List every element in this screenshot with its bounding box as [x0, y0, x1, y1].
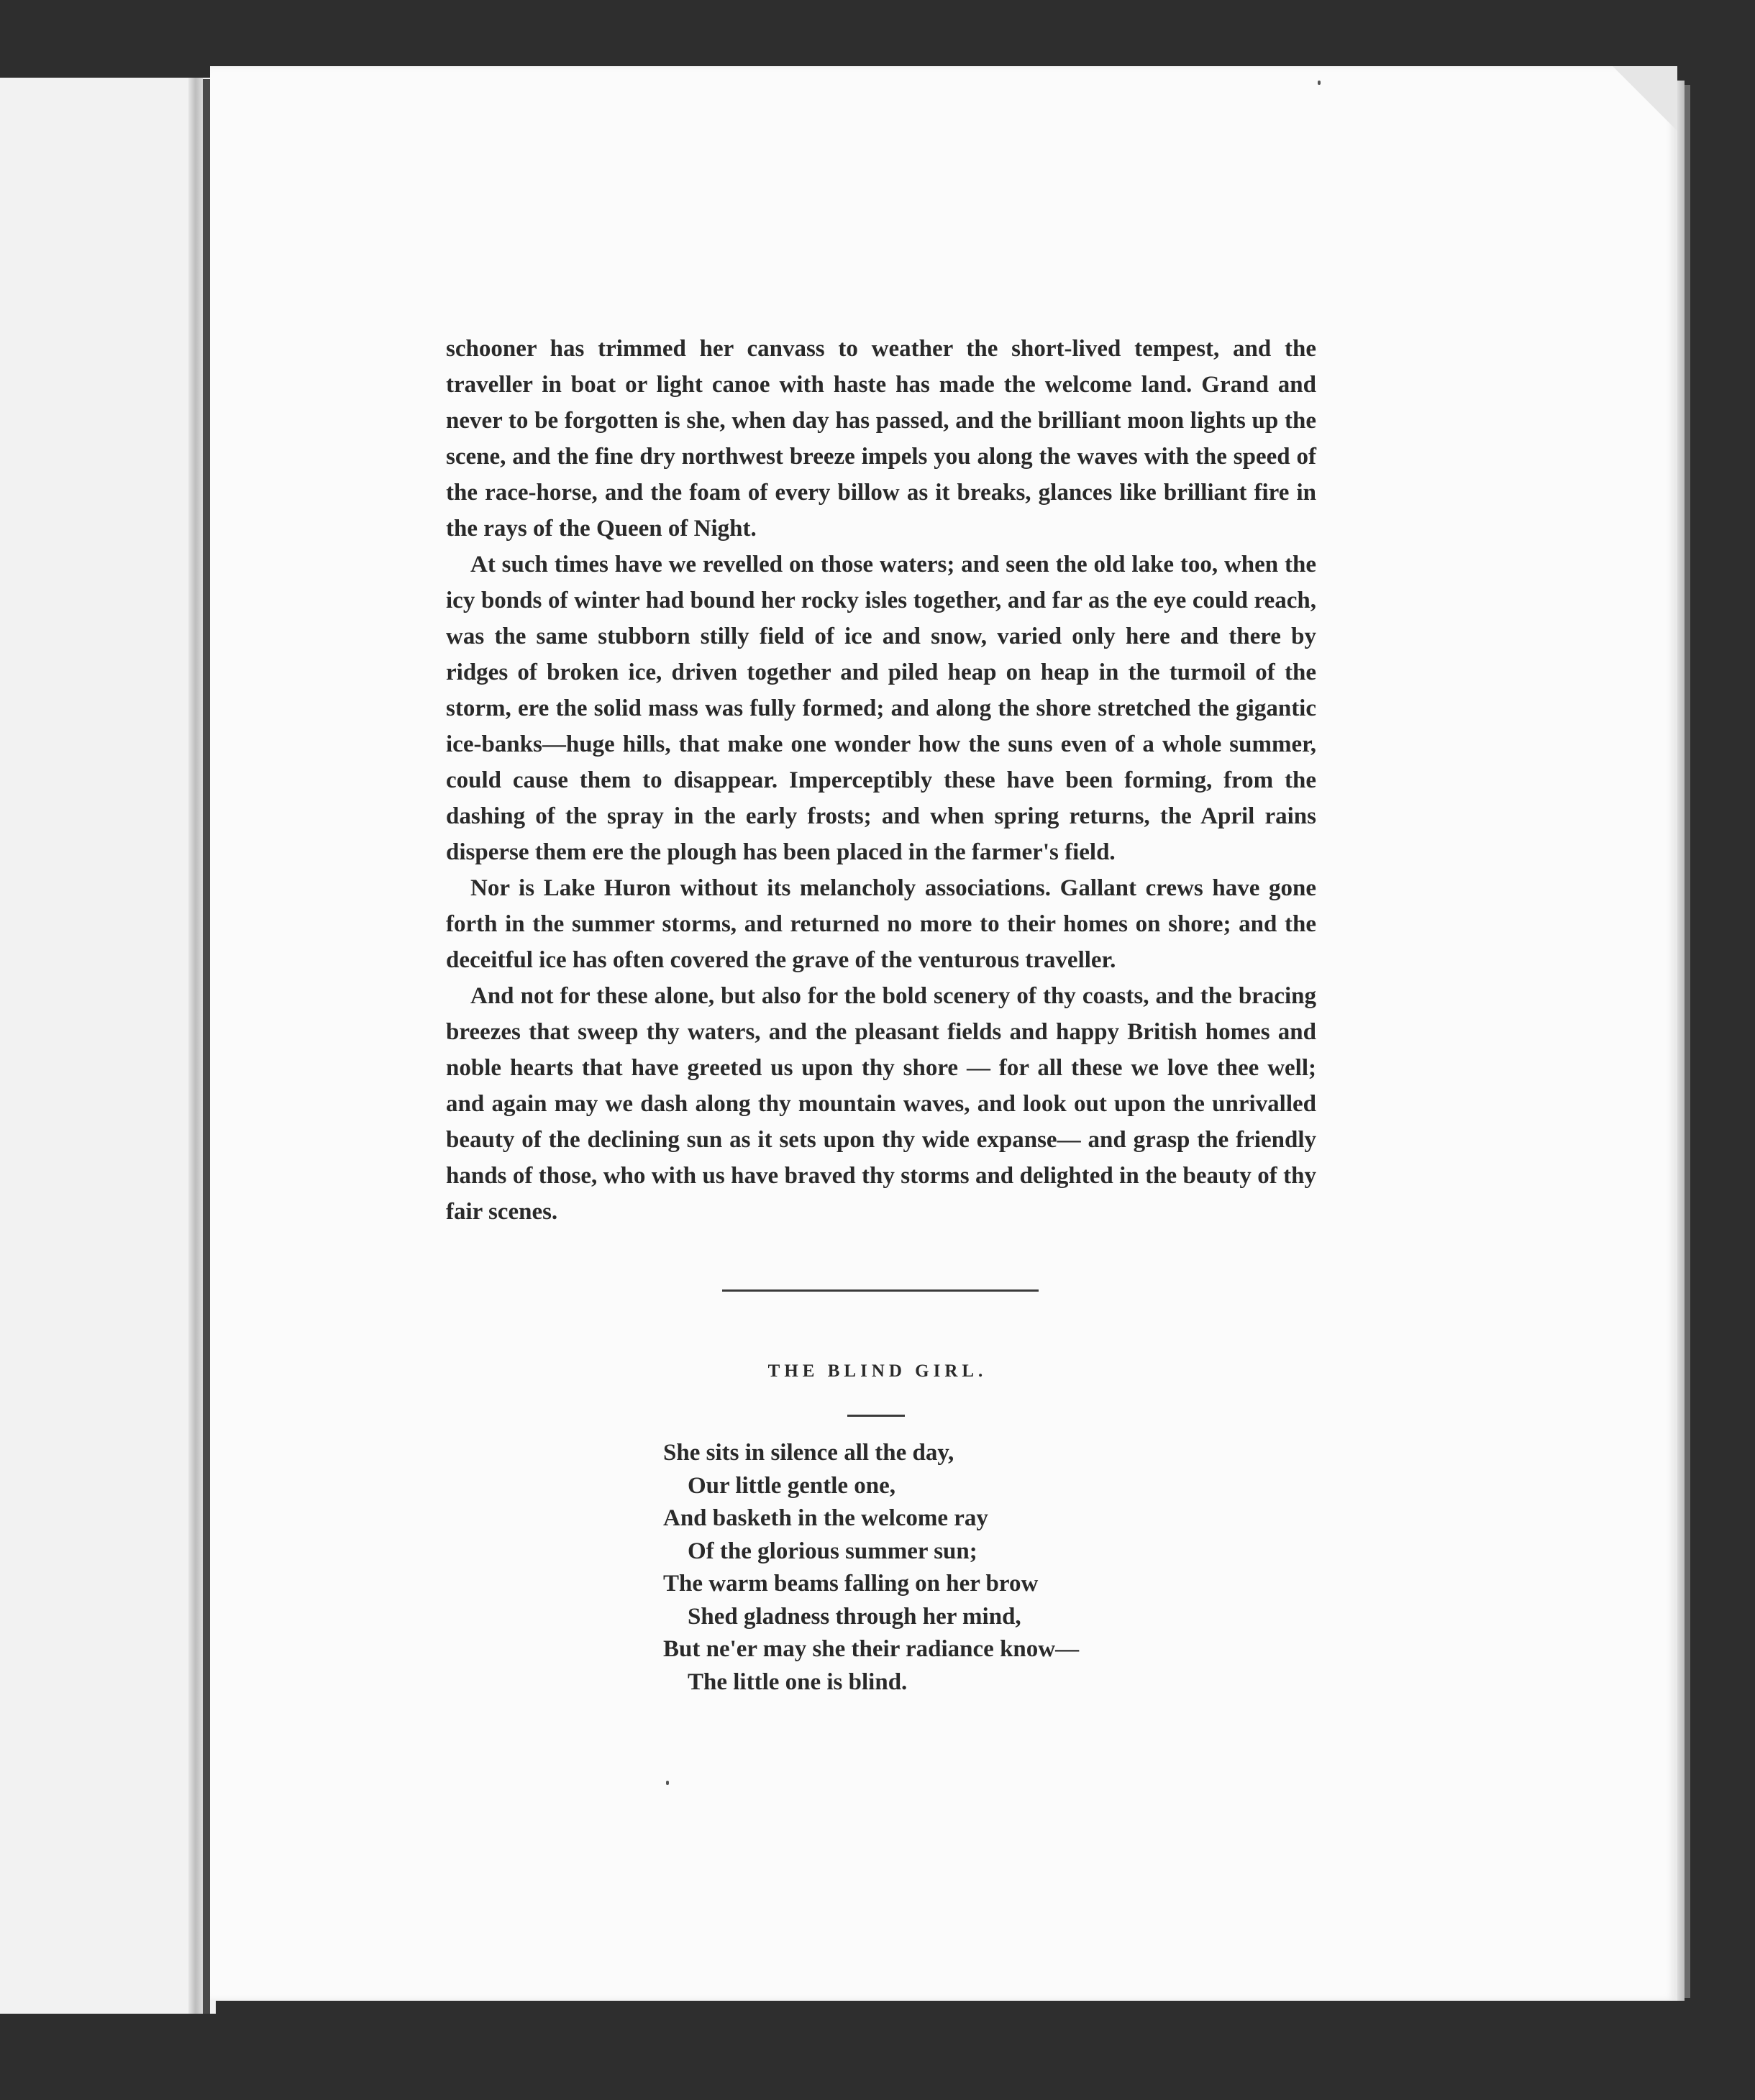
paragraph-3: Nor is Lake Huron without its melancholy associations. Gallant crews have gone forth in the summer storms, and returned no more to their homes on shore; and the deceitful ice has often covered the grave of the venturous traveller.	[446, 875, 1316, 973]
poem-line: But ne'er may she their radiance know—	[663, 1636, 1080, 1662]
poem-line: The warm beams falling on her brow	[663, 1571, 1039, 1597]
poem-title: THE BLIND GIRL.	[767, 1361, 988, 1381]
prose-body	[446, 331, 1316, 1230]
page-edge-shadow	[1685, 85, 1690, 1998]
title-underline	[847, 1415, 905, 1417]
poem-line: The little one is blind.	[688, 1668, 908, 1695]
poem-stanza	[663, 1437, 1167, 1699]
poem-line: She sits in silence all the day,	[663, 1440, 954, 1466]
paragraph-2: At such times have we revelled on those waters; and seen the old lake too, when the icy bonds of winter had bound her rocky isles together, and far as the eye could reach, was the same stubborn stilly field of ice and snow, varied only here and there by ridges of broken ice, driven together and piled heap on heap in the turmoil of the storm, ere the solid mass was fully formed; and along the shore stretched the gigantic ice-banks—huge hills, that make one wonder how the suns even of a whole summer, could cause them to disappear. Imperceptibly these have been forming, from the dashing of the spray in the early frosts; and when spring returns, the April rains disperse them ere the plough has been placed in the farmer's field.	[446, 552, 1316, 865]
poem-line: And basketh in the welcome ray	[663, 1505, 988, 1531]
poem-line: Shed gladness through her mind,	[688, 1603, 1021, 1630]
paper-speck	[1318, 81, 1321, 85]
section-divider	[722, 1289, 1039, 1292]
page-corner-fold	[1613, 66, 1677, 131]
paragraph-4: And not for these alone, but also for the bold scenery of thy coasts, and the bracing breezes that sweep thy waters, and the pleasant fields and happy British homes and noble hearts that have greeted us upon thy shore — for all these we love thee well; and again may we dash along thy mountain waves, and look out upon the unrivalled beauty of the declining sun as it sets upon thy wide expanse— and grasp the friendly hands of those, who with us have braved thy storms and delighted in the beauty of thy fair scenes.	[446, 983, 1316, 1225]
left-page-edge	[188, 78, 203, 2014]
left-page	[0, 78, 216, 2014]
poem-line: Of the glorious summer sun;	[688, 1538, 977, 1564]
book-gutter	[203, 79, 210, 2014]
poem-line: Our little gentle one,	[688, 1472, 896, 1499]
paragraph-1: schooner has trimmed her canvass to weather the short-lived tempest, and the traveller in boat or light canoe with haste has made the welcome land. Grand and never to be forgotten is she, when day has passed, and the brilliant moon lights up the scene, and the fine dry northwest breeze impels you along the waves with the speed of the race-horse, and the foam of every billow as it breaks, glances like brilliant fire in the rays of the Queen of Night.	[446, 336, 1316, 542]
paper-speck	[666, 1781, 669, 1785]
